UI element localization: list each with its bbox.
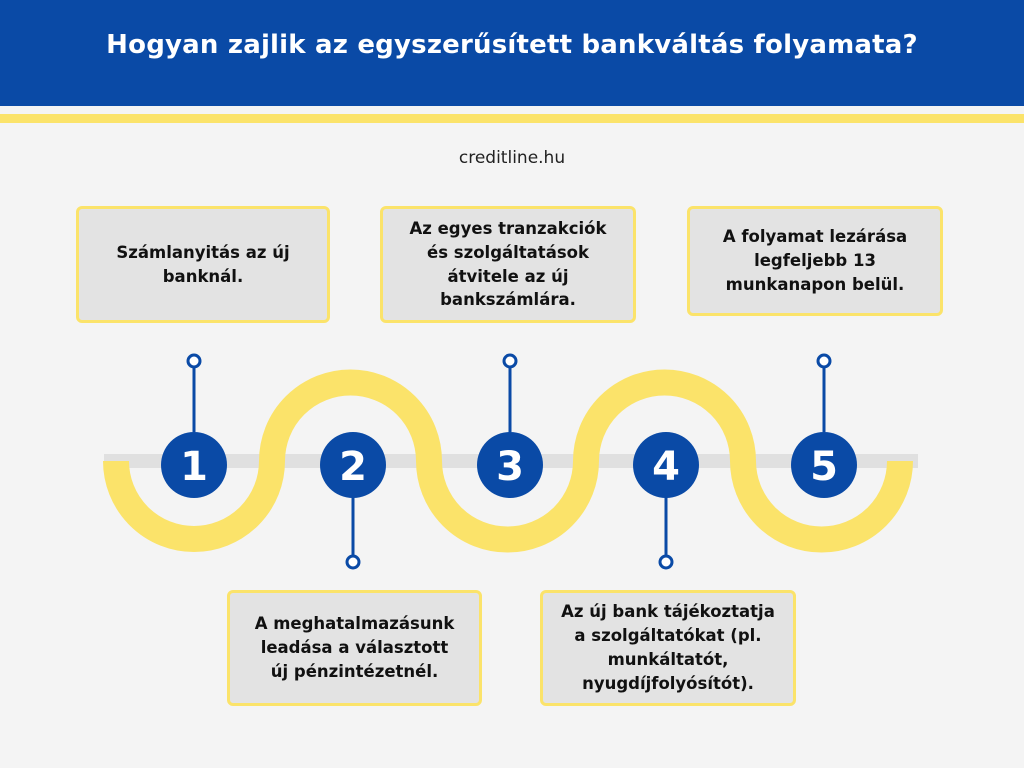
- step-5-box: [687, 206, 943, 316]
- step-2-box: [227, 590, 482, 706]
- connector-dot-5: [818, 355, 830, 367]
- source-label: creditline.hu: [458, 148, 566, 168]
- step-5-marker: [791, 432, 857, 498]
- step-2-text: A meghatalmazásunk leadása a választott új pénzintézetnél.: [254, 614, 455, 681]
- connector-dot-2: [347, 556, 359, 568]
- step-3-number: 3: [496, 444, 524, 490]
- step-4-box: [540, 590, 796, 706]
- page-title: Hogyan zajlik az egyszerűsített bankváltás folyamata?: [106, 30, 918, 60]
- step-5-text: A folyamat lezárása legfeljebb 13 munkanapon belül.: [722, 227, 908, 294]
- step-5-number: 5: [810, 444, 838, 490]
- connector-dot-4: [660, 556, 672, 568]
- step-1-marker: [161, 432, 227, 498]
- step-4-marker: [633, 432, 699, 498]
- step-3-marker: [477, 432, 543, 498]
- step-3-text: Az egyes tranzakciók és szolgáltatások átvitele az új bankszámlára.: [409, 218, 607, 310]
- step-4-number: 4: [652, 444, 680, 490]
- step-2-marker: [320, 432, 386, 498]
- connector-dot-1: [188, 355, 200, 367]
- step-4-text: Az új bank tájékoztatja a szolgáltatókat (pl. munkáltatót, nyugdíjfolyósítót).: [561, 602, 775, 693]
- step-2-number: 2: [339, 444, 367, 490]
- step-1-text: Számlanyitás az új banknál.: [116, 242, 290, 286]
- step-1-number: 1: [180, 444, 208, 490]
- step-3-box: [380, 206, 636, 323]
- step-1-box: [76, 206, 330, 323]
- connector-dot-3: [504, 355, 516, 367]
